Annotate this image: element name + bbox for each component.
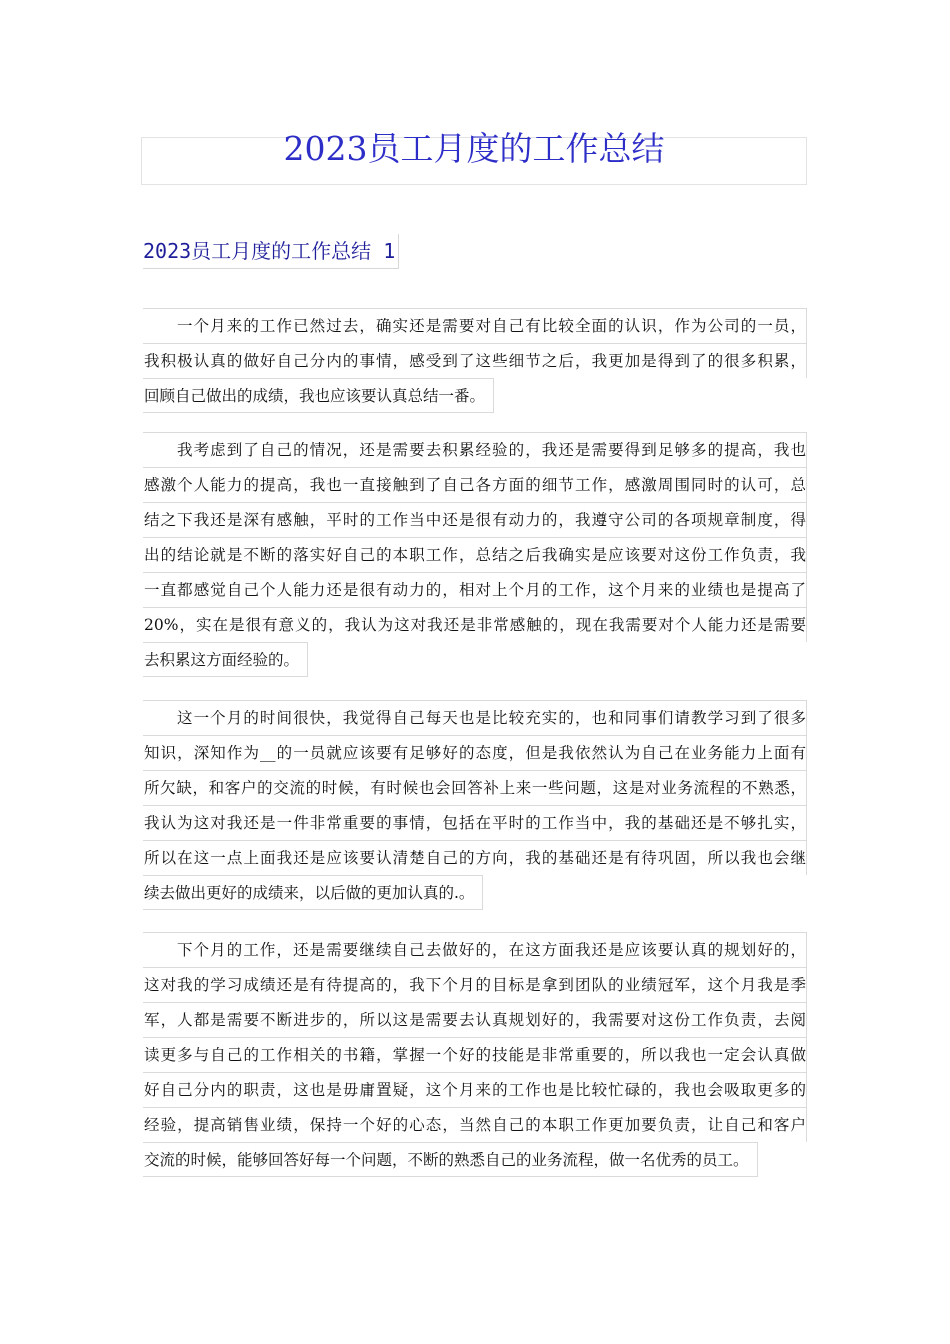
paragraph-line: 结之下我还是深有感触，平时的工作当中还是很有动力的，我遵守公司的各项规章制度，得 <box>143 502 807 537</box>
paragraph-line: 感激个人能力的提高，我也一直接触到了自己各方面的细节工作，感激周围同时的认可，总 <box>143 467 807 502</box>
paragraph-line: 所以在这一点上面我还是应该要认清楚自己的方向，我的基础还是有待巩固，所以我也会继 <box>143 840 807 875</box>
paragraph-3 <box>143 700 807 914</box>
paragraph-line: 出的结论就是不断的落实好自己的本职工作，总结之后我确实是应该要对这份工作负责，我 <box>143 537 807 572</box>
paragraph-2 <box>143 432 807 681</box>
paragraph-line: 一个月来的工作已然过去，确实还是需要对自己有比较全面的认识，作为公司的一员， <box>143 308 807 343</box>
paragraph-line: 续去做出更好的成绩来，以后做的更加认真的.。 <box>143 875 483 910</box>
paragraph-line: 这对我的学习成绩还是有待提高的，我下个月的目标是拿到团队的业绩冠军，这个月我是季 <box>143 967 807 1002</box>
paragraph-line: 我积极认真的做好自己分内的事情，感受到了这些细节之后，我更加是得到了的很多积累， <box>143 343 807 378</box>
paragraph-line: 军，人都是需要不断进步的，所以这是需要去认真规划好的，我需要对这份工作负责，去阅 <box>143 1002 807 1037</box>
paragraph-line: 所欠缺，和客户的交流的时候，有时候也会回答补上来一些问题，这是对业务流程的不熟悉， <box>143 770 807 805</box>
section-heading: 2023员工月度的工作总结 1 <box>143 234 399 269</box>
paragraph-line: 20%，实在是很有意义的，我认为这对我还是非常感触的，现在我需要对个人能力还是需要 <box>143 607 807 642</box>
paragraph-line: 好自己分内的职责，这也是毋庸置疑，这个月来的工作也是比较忙碌的，我也会吸取更多的 <box>143 1072 807 1107</box>
paragraph-4 <box>143 932 807 1181</box>
paragraph-line: 知识，深知作为__的一员就应该要有足够好的态度，但是我依然认为自己在业务能力上面有 <box>143 735 807 770</box>
paragraph-line: 我考虑到了自己的情况，还是需要去积累经验的，我还是需要得到足够多的提高，我也 <box>143 432 807 467</box>
paragraph-line: 下个月的工作，还是需要继续自己去做好的，在这方面我还是应该要认真的规划好的， <box>143 932 807 967</box>
paragraph-line: 经验，提高销售业绩，保持一个好的心态，当然自己的本职工作更加要负责，让自己和客户 <box>143 1107 807 1142</box>
paragraph-line: 我认为这对我还是一件非常重要的事情，包括在平时的工作当中，我的基础还是不够扎实， <box>143 805 807 840</box>
paragraph-line: 去积累这方面经验的。 <box>143 642 308 677</box>
paragraph-line: 回顾自己做出的成绩，我也应该要认真总结一番。 <box>143 378 494 413</box>
paragraph-line: 这一个月的时间很快，我觉得自己每天也是比较充实的，也和同事们请教学习到了很多 <box>143 700 807 735</box>
paragraph-line: 一直都感觉自己个人能力还是很有动力的，相对上个月的工作，这个月来的业绩也是提高了 <box>143 572 807 607</box>
document-title: 2023员工月度的工作总结 <box>283 129 665 168</box>
paragraph-line: 读更多与自己的工作相关的书籍，掌握一个好的技能是非常重要的，所以我也一定会认真做 <box>143 1037 807 1072</box>
paragraph-1 <box>143 308 807 417</box>
paragraph-line: 交流的时候，能够回答好每一个问题，不断的熟悉自己的业务流程，做一名优秀的员工。 <box>143 1142 758 1177</box>
